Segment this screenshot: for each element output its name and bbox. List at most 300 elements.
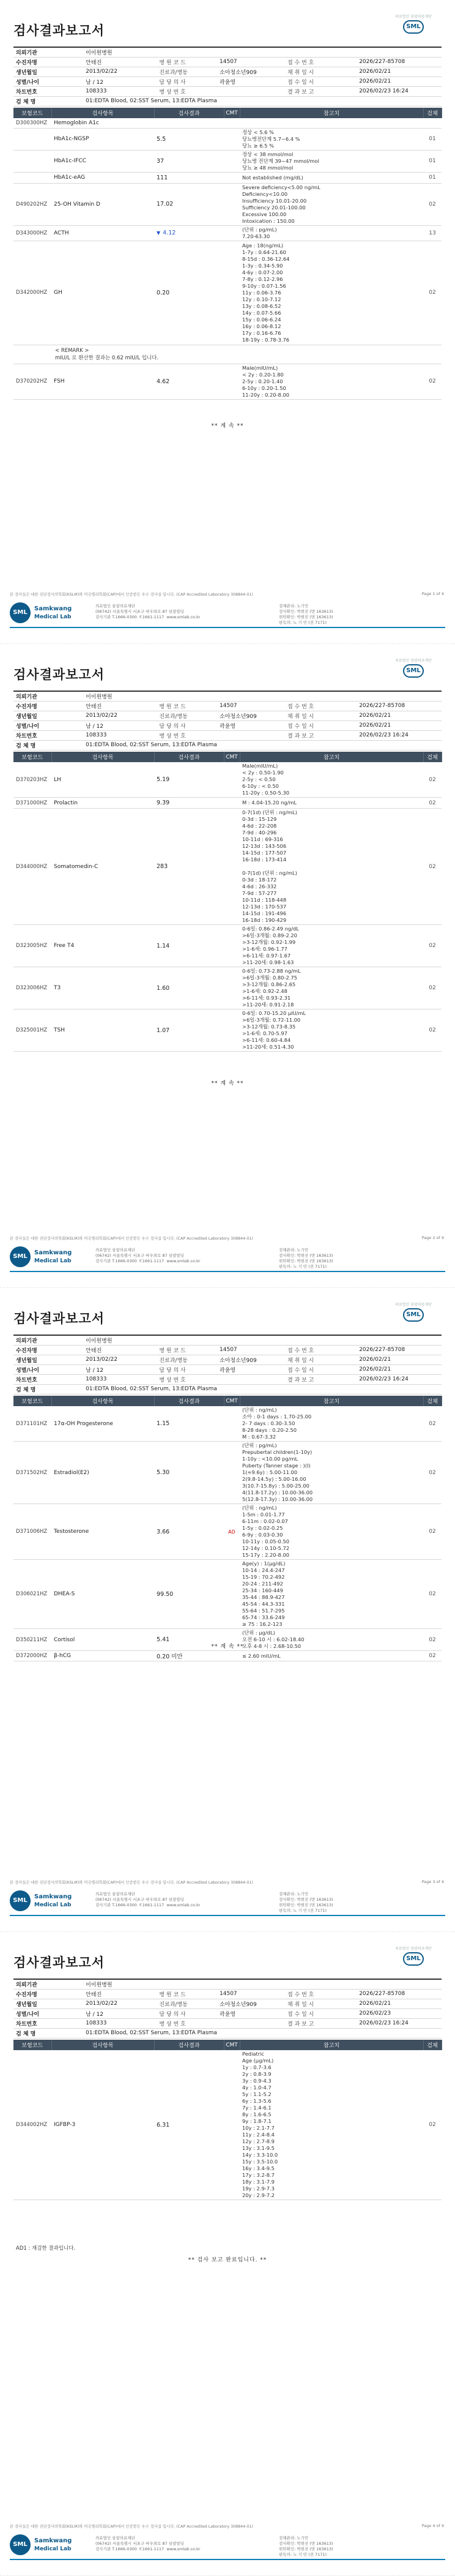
insurance-code: [13, 150, 51, 172]
page-title: 검사결과보고서: [13, 1955, 105, 1970]
insurance-code: D325001HZ: [13, 1009, 51, 1052]
text-cell: 4.12: [163, 230, 176, 236]
text-cell: 병 상 번 호: [157, 2018, 217, 2028]
reference-range: 정상 < 5.6 % 당뇨병전단계 5.7~6.4 % 당뇨 ≥ 6.5 %: [240, 128, 423, 150]
text-cell: 111: [157, 174, 168, 181]
patient-info-table: [13, 1979, 442, 2039]
table-cell: [13, 57, 442, 67]
text-cell: 남 / 12: [83, 721, 157, 730]
test-result: [154, 1504, 224, 1560]
insurance-code: D344002HZ: [13, 2050, 51, 2200]
samkwang-logo: [10, 1246, 76, 1267]
test-result: [154, 925, 224, 967]
lab-address: 의료법인 삼광의료재단 (06742) 서울특별시 서초구 바우뫼로 87 삼광빌딩 검사기관 T.1666-0300 F.1661-1117 www.smlab.co.kr: [95, 2536, 201, 2552]
text-cell: 접 수 번 호: [285, 701, 357, 711]
text-cell: SML: [10, 602, 31, 623]
reference-range: (단위 : ng/mL) 1-5m : 0.01-1.77 6-11m : 0.02-0.07 1-5y : 0.02-0.25 6-9y : 0.03-0.30 10-11y : 0.05-0.50 12-14y : 0.10-5.72 15-17y : 2.20-8.00: [240, 1504, 423, 1560]
table-cell: [13, 86, 442, 96]
text-cell: 2026/02/21: [357, 721, 442, 730]
text-cell: 병 상 번 호: [157, 1374, 217, 1384]
footer: [10, 1888, 445, 1916]
lab-staff: 검체관리: 노기민 검사확인: 박현진 (면 163613) 위탁확인: 박현진 (면 163613) 판독의: 노 기 민 (전 7171): [279, 1248, 333, 1269]
text-cell: 2026/02/21: [357, 67, 442, 77]
reference-range: (단위 : pg/mL) Prepubertal children(1-10y) 1-10y : <10.00 pg/mL Puberty (Tanner stage : )(Ⅰ) 1(≈9.6y) : 5.00-11.00 2(9.8-14.5y) : 5.00-16.00 3(10.7-15.8y) : 5.00-25.00 4(11.8-17.2y) : 10.00-36.00 5(12.8-17.3y) : 10.00-36.00: [240, 1442, 423, 1504]
text-cell: 접 수 일 시: [285, 1365, 357, 1374]
text-cell: 접 수 일 시: [285, 77, 357, 86]
samkwang-logo: [10, 2534, 76, 2555]
insurance-code: D350211HZ: [13, 1629, 51, 1651]
cmt-flag: [224, 967, 240, 1009]
text-cell: 1.60: [157, 984, 170, 992]
lab-address: 의료법인 삼광의료재단 (06742) 서울특별시 서초구 바우뫼로 87 삼광빌딩 검사기관 T.1666-0300 F.1661-1117 www.smlab.co.kr: [95, 1892, 201, 1908]
text-cell: 2026/02/23 16:24: [357, 86, 442, 96]
text-cell: Samkwang: [34, 1893, 72, 1900]
text-cell: 안태진: [83, 57, 157, 67]
cmt-flag: [224, 798, 240, 809]
test-item: β-hCG: [51, 1651, 154, 1661]
specimen-code: 01: [423, 128, 442, 150]
cmt-flag: [224, 1009, 240, 1052]
text-cell: 0.20 미만: [157, 1653, 183, 1660]
sml-logo: [383, 15, 444, 36]
table-cell: [13, 77, 442, 86]
specimen-code: 02: [423, 798, 442, 809]
table-cell: [13, 67, 442, 77]
table-row: [13, 364, 442, 399]
text-cell: [217, 1374, 285, 1384]
reference-range: (단위 : ng/mL) 소아 : 0-1 days : 1.70-25.00 2- 7 days : 0.30-3.50 8-28 days : 0.20-2.50 M : 0.67-3.32: [240, 1406, 423, 1442]
text-cell: 의료법인 삼광의료재단: [395, 1303, 432, 1307]
text-cell: 의료법인 삼광의료재단: [395, 15, 432, 19]
cmt-flag: [224, 225, 240, 241]
footer: [10, 2532, 445, 2560]
test-result: [154, 1442, 224, 1504]
table-row: [13, 1560, 442, 1629]
text-cell: 담 당 의 사: [157, 2009, 217, 2018]
text-cell: 검사결과: [154, 108, 224, 118]
text-cell: 결 과 보 고: [285, 1374, 357, 1384]
text-cell: 곽윤영: [217, 77, 285, 86]
insurance-code: D370202HZ: [13, 364, 51, 399]
text-cell: 보험코드: [13, 2040, 51, 2050]
text-cell: 보험코드: [13, 1396, 51, 1406]
reference-range: M : 4.04-15.20 ng/mL: [240, 798, 423, 809]
text-cell: SML: [10, 1890, 31, 1911]
samkwang-logo: [10, 1890, 76, 1911]
text-cell: 안태진: [83, 1989, 157, 1999]
text-cell: 2026/02/23: [357, 2009, 442, 2018]
test-item: T3: [51, 967, 154, 1009]
text-cell: 37: [157, 157, 165, 165]
cmt-flag: [224, 1651, 240, 1661]
table-cell: [13, 2028, 442, 2038]
cmt-flag: [224, 809, 240, 925]
test-item: HbA1c-eAG: [51, 172, 154, 183]
specimen-code: 02: [423, 1442, 442, 1504]
text-cell: 9.39: [157, 799, 170, 806]
text-cell: 14507: [217, 1989, 285, 1999]
text-cell: 이이원병원: [83, 47, 442, 57]
text-cell: 검 체 명: [13, 740, 83, 750]
sml-logo: [383, 1947, 444, 1968]
test-item: 25-OH Vitamin D: [51, 183, 154, 225]
continue-mark: ** 계 속 **: [211, 423, 244, 429]
specimen-code: 02: [423, 967, 442, 1009]
text-cell: 결 과 보 고: [285, 2018, 357, 2028]
table-row: [13, 925, 442, 967]
test-item: Testosterone: [51, 1504, 154, 1560]
continue-mark: ** 검사 보고 완료입니다. **: [188, 2257, 267, 2263]
reference-range: 0-6일: 0.86-2.49 ng/dL >6일-3개월: 0.89-2.20 >3-12개월: 0.92-1.99 >1-6세: 0.96-1.77 >6-11세: 0.97-1.67 >11-20세: 0.98-1.63: [240, 925, 423, 967]
page-title: 검사결과보고서: [13, 23, 105, 38]
table-cell: [13, 1355, 442, 1365]
samkwang-logo: [10, 602, 76, 623]
text-cell: [217, 86, 285, 96]
test-result: [154, 1651, 224, 1661]
cmt-flag: [224, 1560, 240, 1629]
text-cell: 검사항목: [51, 108, 154, 118]
cmt-flag: [224, 118, 240, 128]
text-cell: 성별/나이: [13, 2009, 83, 2018]
text-cell: 안태진: [83, 1345, 157, 1355]
text-cell: 채 취 일 시: [285, 67, 357, 77]
specimen-code: [423, 118, 442, 128]
text-cell: 2026/02/21: [357, 711, 442, 721]
table-cell: [13, 345, 51, 364]
insurance-code: D371006HZ: [13, 1504, 51, 1560]
insurance-code: D342000HZ: [13, 241, 51, 345]
text-cell: 5.30: [157, 1469, 170, 1476]
table-row: [13, 183, 442, 225]
text-cell: 01:EDTA Blood, 02:SST Serum, 13:EDTA Plasma: [83, 96, 442, 106]
table-cell: [13, 740, 442, 750]
lab-address: 의료법인 삼광의료재단 (06742) 서울특별시 서초구 바우뫼로 87 삼광빌딩 검사기관 T.1666-0300 F.1661-1117 www.smlab.co.kr: [95, 604, 201, 620]
reference-range: (단위 : pg/mL) 7.20-63.30: [240, 225, 423, 241]
text-cell: 2013/02/22: [83, 67, 157, 77]
text-cell: 차트번호: [13, 2018, 83, 2028]
test-result: [154, 1406, 224, 1442]
page-number: Page 2 of 4: [421, 1235, 444, 1240]
text-cell: 참고치: [240, 752, 423, 762]
text-cell: 5.41: [157, 1636, 170, 1643]
test-item: IGFBP-3: [51, 2050, 154, 2200]
specimen-code: 02: [423, 364, 442, 399]
continue-mark: ** 계 속 **: [211, 1644, 244, 1650]
text-cell: [217, 730, 285, 740]
text-cell: CMT: [224, 1396, 240, 1406]
table-row: [13, 150, 442, 172]
text-cell: 채 취 일 시: [285, 1999, 357, 2009]
insurance-code: D372000HZ: [13, 1651, 51, 1661]
text-cell: 담 당 의 사: [157, 721, 217, 730]
insurance-code: D300300HZ: [13, 118, 51, 128]
reference-range: 정상 < 38 mmol/mol 당뇨병 전단계 39~47 mmol/mol 당뇨 ≥ 48 mmol/mol: [240, 150, 423, 172]
specimen-code: 02: [423, 809, 442, 925]
text-cell: 의뢰기관: [13, 47, 83, 57]
text-cell: 병 원 코 드: [157, 1345, 217, 1355]
specimen-code: 13: [423, 225, 442, 241]
text-cell: 결 과 보 고: [285, 730, 357, 740]
text-cell: 채 취 일 시: [285, 711, 357, 721]
text-cell: 이이원병원: [83, 691, 442, 701]
table-row: [13, 118, 442, 128]
reference-range: Age(y) : 1(μg/dL) 10-14 : 24.4-247 15-19 : 70.2-492 20-24 : 211-492 25-34 : 160-449 35-44 : 88.9-427 45-54 : 44.3-331 55-64 : 51.7-295 65-74 : 33.6-249 ≥ 75 : 16.2-123: [240, 1560, 423, 1629]
specimen-code: 01: [423, 150, 442, 172]
insurance-code: [13, 128, 51, 150]
text-cell: 차트번호: [13, 730, 83, 740]
text-cell: [217, 2018, 285, 2028]
test-result: [154, 241, 224, 345]
test-item: GH: [51, 241, 154, 345]
text-cell: 검사결과: [154, 752, 224, 762]
specimen-code: 02: [423, 925, 442, 967]
specimen-code: 02: [423, 183, 442, 225]
insurance-code: D306021HZ: [13, 1560, 51, 1629]
text-cell: 검 체 명: [13, 1384, 83, 1394]
table-row: [13, 1442, 442, 1504]
text-cell: Medical Lab: [34, 2546, 72, 2552]
text-cell: 접 수 번 호: [285, 1345, 357, 1355]
text-cell: 2013/02/22: [83, 711, 157, 721]
test-item: Free T4: [51, 925, 154, 967]
text-cell: 01:EDTA Blood, 02:SST Serum, 13:EDTA Plasma: [83, 740, 442, 750]
cmt-flag: AD: [224, 1504, 240, 1560]
text-cell: 생년월일: [13, 711, 83, 721]
table-cell: [13, 1365, 442, 1374]
page-title: 검사결과보고서: [13, 1311, 105, 1326]
text-cell: 검사항목: [51, 752, 154, 762]
text-cell: 5.5: [157, 135, 166, 143]
text-cell: 99.50: [157, 1590, 174, 1598]
lab-staff: 검체관리: 노기민 검사확인: 박현진 (면 163613) 위탁확인: 박현진 (면 163613) 판독의: 노 기 민 (전 7171): [279, 604, 333, 625]
text-cell: 검사항목: [51, 1396, 154, 1406]
test-item: FSH: [51, 364, 154, 399]
text-cell: 수진자명: [13, 701, 83, 711]
text-cell: 참고치: [240, 1396, 423, 1406]
text-cell: 진료과/병동: [157, 1355, 217, 1365]
reference-range: Severe deficiency<5.00 ng/mL Deficiency<10.00 Insufficiency 10.01-20.00 Sufficiency 20.01-100.00 Excessive 100.00 Intoxication : 150.00: [240, 183, 423, 225]
text-cell: 108333: [83, 86, 157, 96]
specimen-code: 02: [423, 1629, 442, 1651]
reference-range: Male(mIU/mL) < 2y : 0.20-1.80 2-5y : 0.20-1.40 6-10y : 0.20-1.50 11-20y : 0.20-8.00: [240, 364, 423, 399]
specimen-code: 02: [423, 1504, 442, 1560]
text-cell: 성별/나이: [13, 1365, 83, 1374]
text-cell: 2026/02/23 16:24: [357, 730, 442, 740]
results-table: [13, 1396, 442, 1661]
results-table: [13, 108, 442, 400]
cmt-flag: [224, 1442, 240, 1504]
text-cell: 안태진: [83, 701, 157, 711]
text-cell: 1.14: [157, 942, 170, 949]
specimen-code: 02: [423, 1406, 442, 1442]
cmt-flag: [224, 172, 240, 183]
text-cell: 소아청소년909: [217, 67, 285, 77]
text-cell: Medical Lab: [34, 1902, 72, 1908]
table-cell: [13, 1384, 442, 1394]
reference-range: Age : 18(ng/mL) 1-7y : 0.64-21.60 8-15d : 0.36-12.64 1-3y : 0.34-5.90 4-6y : 0.07-2.00 7-8y : 0.12-2.96 9-10y : 0.07-1.56 11y : 0.06-3.76 12y : 0.10-7.12 13y : 0.08-6.52 14y : 0.07-5.66 15y : 0.06-6.24 16y : 0.06-8.12 17y : 0.16-6.76 18-19y : 0.78-3.76: [240, 241, 423, 345]
text-cell: 진료과/병동: [157, 67, 217, 77]
text-cell: 의뢰기관: [13, 1335, 83, 1345]
reference-range: ≤ 2.60 mIU/mL: [240, 1651, 423, 1661]
text-cell: 참고치: [240, 2040, 423, 2050]
text-cell: 병 상 번 호: [157, 86, 217, 96]
lab-staff: 검체관리: 노기민 검사확인: 박현진 (면 163613) 위탁확인: 박현진 (면 163613) 판독의: 노 기 민 (전 7171): [279, 1892, 333, 1913]
table-cell: [13, 701, 442, 711]
cmt-flag: [224, 128, 240, 150]
text-cell: 검체: [423, 1396, 442, 1406]
text-cell: 접 수 번 호: [285, 1989, 357, 1999]
text-cell: 남 / 12: [83, 2009, 157, 2018]
text-cell: 6.31: [157, 2121, 170, 2129]
report-page: [0, 0, 455, 644]
test-item: DHEA-S: [51, 1560, 154, 1629]
cmt-flag: [224, 150, 240, 172]
text-cell: 검체: [423, 752, 442, 762]
results-header-row: [13, 1396, 442, 1406]
text-cell: Samkwang: [34, 1249, 72, 1256]
page-number: Page 3 of 4: [421, 1879, 444, 1884]
table-row: [13, 241, 442, 345]
text-cell: 검체: [423, 2040, 442, 2050]
text-cell: 의뢰기관: [13, 691, 83, 701]
continue-mark: ** 계 속 **: [211, 1080, 244, 1087]
cmt-flag: [224, 762, 240, 798]
text-cell: 0.20: [157, 289, 170, 296]
table-row: [13, 798, 442, 809]
text-cell: 검사항목: [51, 2040, 154, 2050]
text-cell: 1.07: [157, 1027, 170, 1034]
test-result: [154, 118, 224, 128]
text-cell: 진료과/병동: [157, 1999, 217, 2009]
sml-logo: [383, 1303, 444, 1324]
table-row: [13, 762, 442, 798]
cmt-flag: [224, 241, 240, 345]
results-table: [13, 752, 442, 1052]
text-cell: 보험코드: [13, 108, 51, 118]
patient-info-table: [13, 691, 442, 751]
text-cell: 생년월일: [13, 1355, 83, 1365]
test-item: 17α-OH Progesterone: [51, 1406, 154, 1442]
report-page: [0, 644, 455, 1288]
specimen-code: 02: [423, 2050, 442, 2200]
text-cell: 2026/02/23 16:24: [357, 1374, 442, 1384]
test-result: [154, 225, 224, 241]
text-cell: 남 / 12: [83, 77, 157, 86]
accreditation-note: 본 검사실은 대한 진단검사의학회(KSLM)와 미국병리학회(CAP)에서 인증받은 우수 검사실 입니다. (CAP Accredited Laboratory 308844-01): [10, 593, 253, 597]
results-table: [13, 2040, 442, 2200]
test-result: [154, 128, 224, 150]
text-cell: 보험코드: [13, 752, 51, 762]
accreditation-note: 본 검사실은 대한 진단검사의학회(KSLM)와 미국병리학회(CAP)에서 인증받은 우수 검사실 입니다. (CAP Accredited Laboratory 308844-01): [10, 1881, 253, 1885]
remark-row: [13, 345, 442, 364]
test-item: TSH: [51, 1009, 154, 1052]
insurance-code: D490202HZ: [13, 183, 51, 225]
table-row: [13, 2050, 442, 2200]
insurance-code: D323005HZ: [13, 925, 51, 967]
text-cell: 차트번호: [13, 1374, 83, 1384]
text-cell: 2013/02/22: [83, 1999, 157, 2009]
test-result: [154, 364, 224, 399]
specimen-code: 02: [423, 241, 442, 345]
text-cell: SML: [403, 20, 424, 34]
test-result: [154, 798, 224, 809]
text-cell: 성별/나이: [13, 721, 83, 730]
accreditation-note: 본 검사실은 대한 진단검사의학회(KSLM)와 미국병리학회(CAP)에서 인증받은 우수 검사실 입니다. (CAP Accredited Laboratory 308844-01): [10, 1237, 253, 1241]
table-cell: [13, 1989, 442, 1999]
text-cell: 병 원 코 드: [157, 57, 217, 67]
text-cell: 2013/02/22: [83, 1355, 157, 1365]
table-row: [13, 1504, 442, 1560]
page-title: 검사결과보고서: [13, 667, 105, 682]
text-cell: 14507: [217, 57, 285, 67]
test-item: ACTH: [51, 225, 154, 241]
table-row: [13, 1651, 442, 1661]
test-result: [154, 1009, 224, 1052]
text-cell: 의료법인 삼광의료재단: [395, 1947, 432, 1951]
text-cell: 2026/227-85708: [357, 57, 442, 67]
insurance-code: D371502HZ: [13, 1442, 51, 1504]
text-cell: 검 체 명: [13, 96, 83, 106]
text-cell: 이이원병원: [83, 1979, 442, 1989]
text-cell: 01:EDTA Blood, 02:SST Serum, 13:EDTA Plasma: [83, 1384, 442, 1394]
text-cell: 이이원병원: [83, 1335, 442, 1345]
text-cell: 결 과 보 고: [285, 86, 357, 96]
text-cell: 검사결과: [154, 1396, 224, 1406]
text-cell: 108333: [83, 1374, 157, 1384]
table-cell: [13, 691, 442, 701]
text-cell: 담 당 의 사: [157, 1365, 217, 1374]
specimen-code: 02: [423, 1651, 442, 1661]
text-cell: 검사결과: [154, 2040, 224, 2050]
lab-staff: 검체관리: 노기민 검사확인: 박현진 (면 163613) 위탁확인: 박현진 (면 163613) 판독의: 노 기 민 (전 7171): [279, 2536, 333, 2557]
test-result: [154, 967, 224, 1009]
text-cell: 검 체 명: [13, 2028, 83, 2038]
text-cell: 곽윤영: [217, 2009, 285, 2018]
report-page: [0, 1288, 455, 1932]
text-cell: 108333: [83, 730, 157, 740]
test-item: LH: [51, 762, 154, 798]
specimen-code: 02: [423, 1009, 442, 1052]
page-number: Page 1 of 4: [421, 591, 444, 596]
text-cell: 검체: [423, 108, 442, 118]
specimen-code: 02: [423, 762, 442, 798]
text-cell: 곽윤영: [217, 1365, 285, 1374]
text-cell: SML: [10, 2534, 31, 2555]
text-cell: CMT: [224, 752, 240, 762]
table-cell: [13, 2018, 442, 2028]
test-result: [154, 809, 224, 925]
text-cell: SML: [403, 1308, 424, 1322]
text-cell: 14507: [217, 1345, 285, 1355]
text-cell: 2026/227-85708: [357, 701, 442, 711]
text-cell: 참고치: [240, 108, 423, 118]
report-page: [0, 1932, 455, 2576]
text-cell: 17.02: [157, 201, 174, 208]
text-cell: Medical Lab: [34, 614, 72, 620]
text-cell: 소아청소년909: [217, 1999, 285, 2009]
table-cell: [13, 1999, 442, 2009]
table-cell: [13, 730, 442, 740]
test-item: Hemoglobin A1c: [51, 118, 154, 128]
test-result: [154, 183, 224, 225]
report-note: AD1 : 재검한 결과입니다.: [16, 2245, 76, 2252]
specimen-code: 02: [423, 1560, 442, 1629]
text-cell: 01:EDTA Blood, 02:SST Serum, 13:EDTA Plasma: [83, 2028, 442, 2038]
table-cell: [13, 1979, 442, 1989]
text-cell: 수진자명: [13, 57, 83, 67]
text-cell: 5.19: [157, 776, 170, 783]
text-cell: Samkwang: [34, 2537, 72, 2544]
